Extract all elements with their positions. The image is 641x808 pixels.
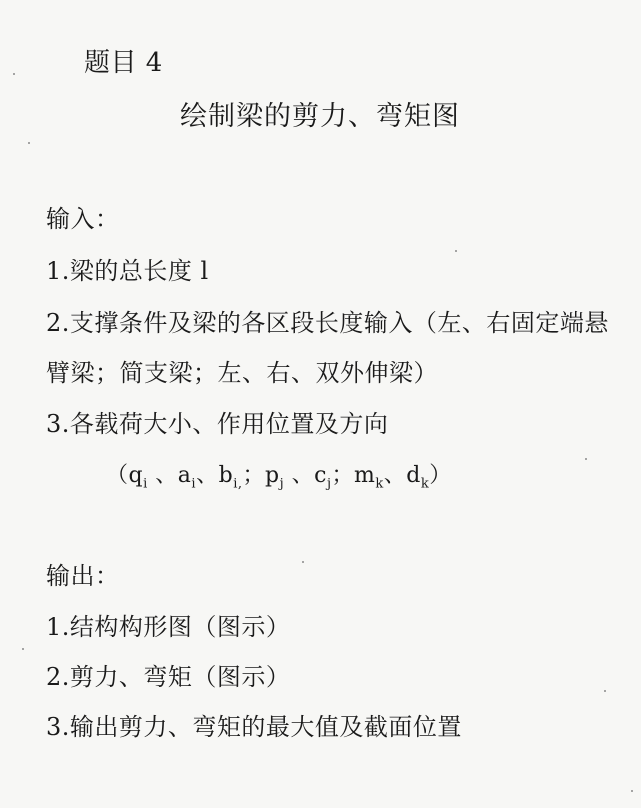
output-item-2: 2.剪力、弯矩（图示） [46, 663, 291, 691]
input-heading: 输入： [46, 205, 120, 233]
input-item-2-continued: 臂梁；简支梁；左、右、双外伸梁） [46, 359, 438, 387]
scan-speck [22, 648, 24, 650]
input-item-3: 3.各载荷大小、作用位置及方向 [46, 410, 389, 438]
scan-speck [631, 790, 633, 792]
load-parameters: （$q_i$ 、$a_i$、$b_{i,}$；$p_j$ 、$c_j$；$m_k$、$d_k$） [106, 463, 452, 492]
output-item-1: 1.结构构形图（图示） [46, 613, 291, 641]
scan-speck [302, 561, 304, 563]
output-heading: 输出： [46, 562, 120, 590]
scan-speck [28, 142, 30, 144]
scan-speck [455, 250, 457, 252]
input-item-1: 1.梁的总长度 l [46, 257, 209, 285]
scan-speck [604, 690, 606, 692]
page-title: 绘制梁的剪力、弯矩图 [180, 101, 460, 132]
scan-speck [13, 73, 15, 75]
output-item-3: 3.输出剪力、弯矩的最大值及截面位置 [46, 713, 462, 741]
input-item-2: 2.支撑条件及梁的各区段长度输入（左、右固定端悬 [46, 309, 609, 337]
problem-label: 题目 4 [84, 48, 163, 78]
scan-speck [585, 458, 587, 460]
